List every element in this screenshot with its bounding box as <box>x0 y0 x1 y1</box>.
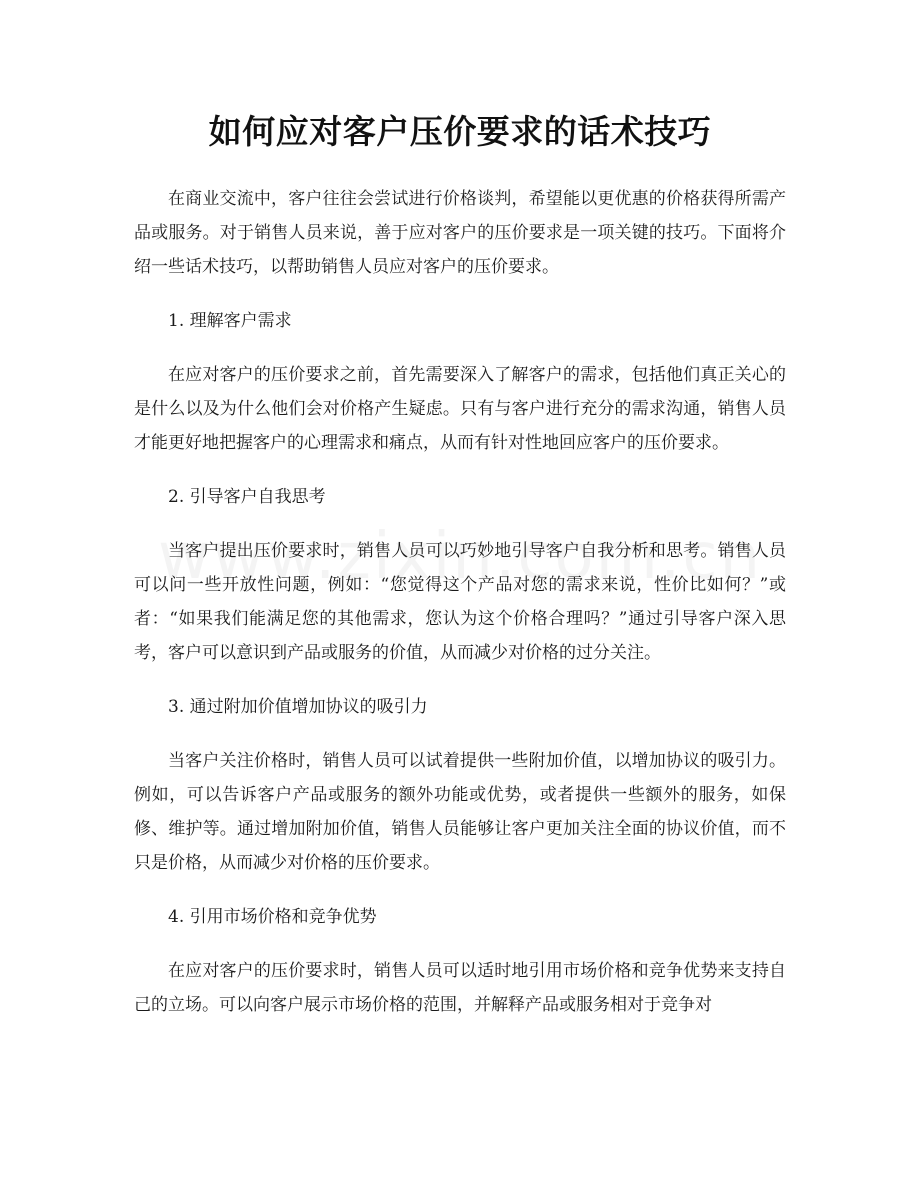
section-1-heading: 1. 理解客户需求 <box>168 311 292 331</box>
section-1-body: 在应对客户的压价要求之前，首先需要深入了解客户的需求，包括他们真正关心的是什么以及为什么他们会对价格产生疑虑。只有与客户进行充分的需求沟通，销售人员才能更好地把握客户的心理需求和痛点，从而有针对性地回应客户的压价要求。 <box>134 365 786 453</box>
section-2-heading: 2. 引导客户自我思考 <box>168 487 326 507</box>
section-4-body: 在应对客户的压价要求时，销售人员可以适时地引用市场价格和竞争优势来支持自己的立场。可以向客户展示市场价格的范围，并解释产品或服务相对于竞争对 <box>134 961 786 1015</box>
document-body <box>134 182 786 1042</box>
page-title: 如何应对客户压价要求的话术技巧 <box>208 112 712 151</box>
section-3-body: 当客户关注价格时，销售人员可以试着提供一些附加价值，以增加协议的吸引力。例如，可以告诉客户产品或服务的额外功能或优势，或者提供一些额外的服务，如保修、维护等。通过增加附加价值，销售人员能够让客户更加关注全面的协议价值，而不只是价格，从而减少对价格的压价要求。 <box>134 751 786 873</box>
intro-paragraph: 在商业交流中，客户往往会尝试进行价格谈判，希望能以更优惠的价格获得所需产品或服务。对于销售人员来说，善于应对客户的压价要求是一项关键的技巧。下面将介绍一些话术技巧，以帮助销售人员应对客户的压价要求。 <box>134 189 786 277</box>
section-4-heading: 4. 引用市场价格和竞争优势 <box>168 907 377 927</box>
section-2-body: 当客户提出压价要求时，销售人员可以巧妙地引导客户自我分析和思考。销售人员可以问一些开放性问题，例如：“您觉得这个产品对您的需求来说，性价比如何？”或者：“如果我们能满足您的其他需求，您认为这个价格合理吗？”通过引导客户深入思考，客户可以意识到产品或服务的价值，从而减少对价格的过分关注。 <box>134 541 786 663</box>
section-3-heading: 3. 通过附加价值增加协议的吸引力 <box>168 697 428 717</box>
